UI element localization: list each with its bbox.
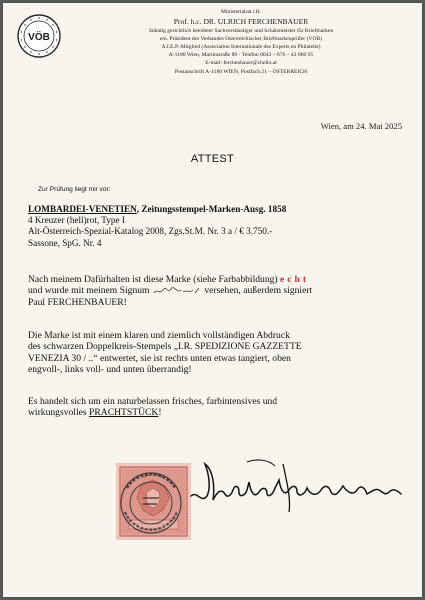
description-heading-country: LOMBARDEI-VENETIEN xyxy=(28,204,137,214)
prachtstueck-label: PRACHTSTÜCK xyxy=(89,407,159,419)
opinion-line-2-end: versehen, außerdem signiert xyxy=(201,285,313,297)
closing-line-1: Es handelt sich um ein naturbelassen frisches, farbintensives und xyxy=(28,396,278,407)
echt-label: echt xyxy=(280,274,310,285)
attest-document xyxy=(3,3,422,597)
description-heading xyxy=(28,204,286,215)
condition-line-2: des schwarzen Doppelkreis-Stempels „I.R. SPEDIZIONE GAZZETTE xyxy=(28,341,302,353)
opinion-paragraph xyxy=(28,274,312,308)
closing-line-2-text: wirkungsvolles xyxy=(28,407,90,419)
closing-paragraph xyxy=(28,396,277,419)
stamp-description xyxy=(28,204,286,249)
voeb-logo-icon xyxy=(17,14,61,58)
opinion-line-1 xyxy=(28,274,312,285)
header-line-4: A-1180 Wien, Martinstraße 89 · Telefon 0043 – 676 – 43 060 95 xyxy=(168,52,314,58)
condition-line-1: Die Marke ist mit einem klaren und ziemlich vollständigen Abdruck xyxy=(28,330,290,341)
signum-mark-icon xyxy=(152,286,202,296)
opinion-line-3: Paul FERCHENBAUER! xyxy=(28,296,127,308)
description-line-2: 4 Kreuzer (hell)rot, Type I xyxy=(28,215,125,226)
header-name-line: Prof. h.c. DR. ULRICH FERCHENBAUER xyxy=(173,17,309,26)
header-line-3: A.I.E.P.-Mitglied (Association Internationale des Experts en Philatelie) xyxy=(161,44,321,50)
header-line-1: Ständig gerichtlich beeideter Sachverständiger und Schätzmeister für Briefmarken xyxy=(148,28,334,34)
header-title-line: Ministerialrat i.R. xyxy=(221,9,261,15)
opinion-line-2-text: und wurde mit meinem Signum xyxy=(28,285,152,297)
condition-paragraph xyxy=(28,330,302,376)
opinion-line-2 xyxy=(28,285,312,296)
closing-line-2-end: ! xyxy=(158,407,162,419)
condition-line-4: engvoll-, links voll- und unten überrandig! xyxy=(28,364,192,376)
header-line-6: Postanschrift A-1180 WIEN, Postfach 21 – ÖSTERREICH xyxy=(174,69,308,75)
logo-text: VÖB xyxy=(28,32,50,43)
opinion-line-1-text: Nach meinem Dafürhalten ist diese Marke (siehe Farbabbildung) xyxy=(28,274,281,285)
condition-line-3: VENEZIA 30 / ..“ entwertet, sie ist rechts unten etwas tangiert, oben xyxy=(28,352,291,364)
page-title: ATTEST xyxy=(190,153,235,165)
header-line-5: E-mail: ferchenbauer@chello.at xyxy=(205,60,277,66)
handwritten-signature-icon xyxy=(187,452,409,518)
description-line-4: Sassone, SpG. Nr. 4 xyxy=(28,237,102,248)
description-line-3: Alt-Österreich-Spezial-Katalog 2008, Zgs.St.M. Nr. 3 a / € 3.750.- xyxy=(28,226,273,237)
document-date: Wien, am 24. Mai 2025 xyxy=(320,121,402,131)
postage-stamp-image xyxy=(113,460,194,543)
closing-line-2 xyxy=(28,407,277,418)
header-line-2: em. Präsident des Verbandes Österreichischer Briefmarkenprüfer (VÖB) xyxy=(159,36,323,42)
intro-text: Zur Prüfung liegt mir vor: xyxy=(38,186,111,193)
description-heading-issue: , Zeitungsstempel-Marken-Ausg. 1858 xyxy=(136,204,287,214)
